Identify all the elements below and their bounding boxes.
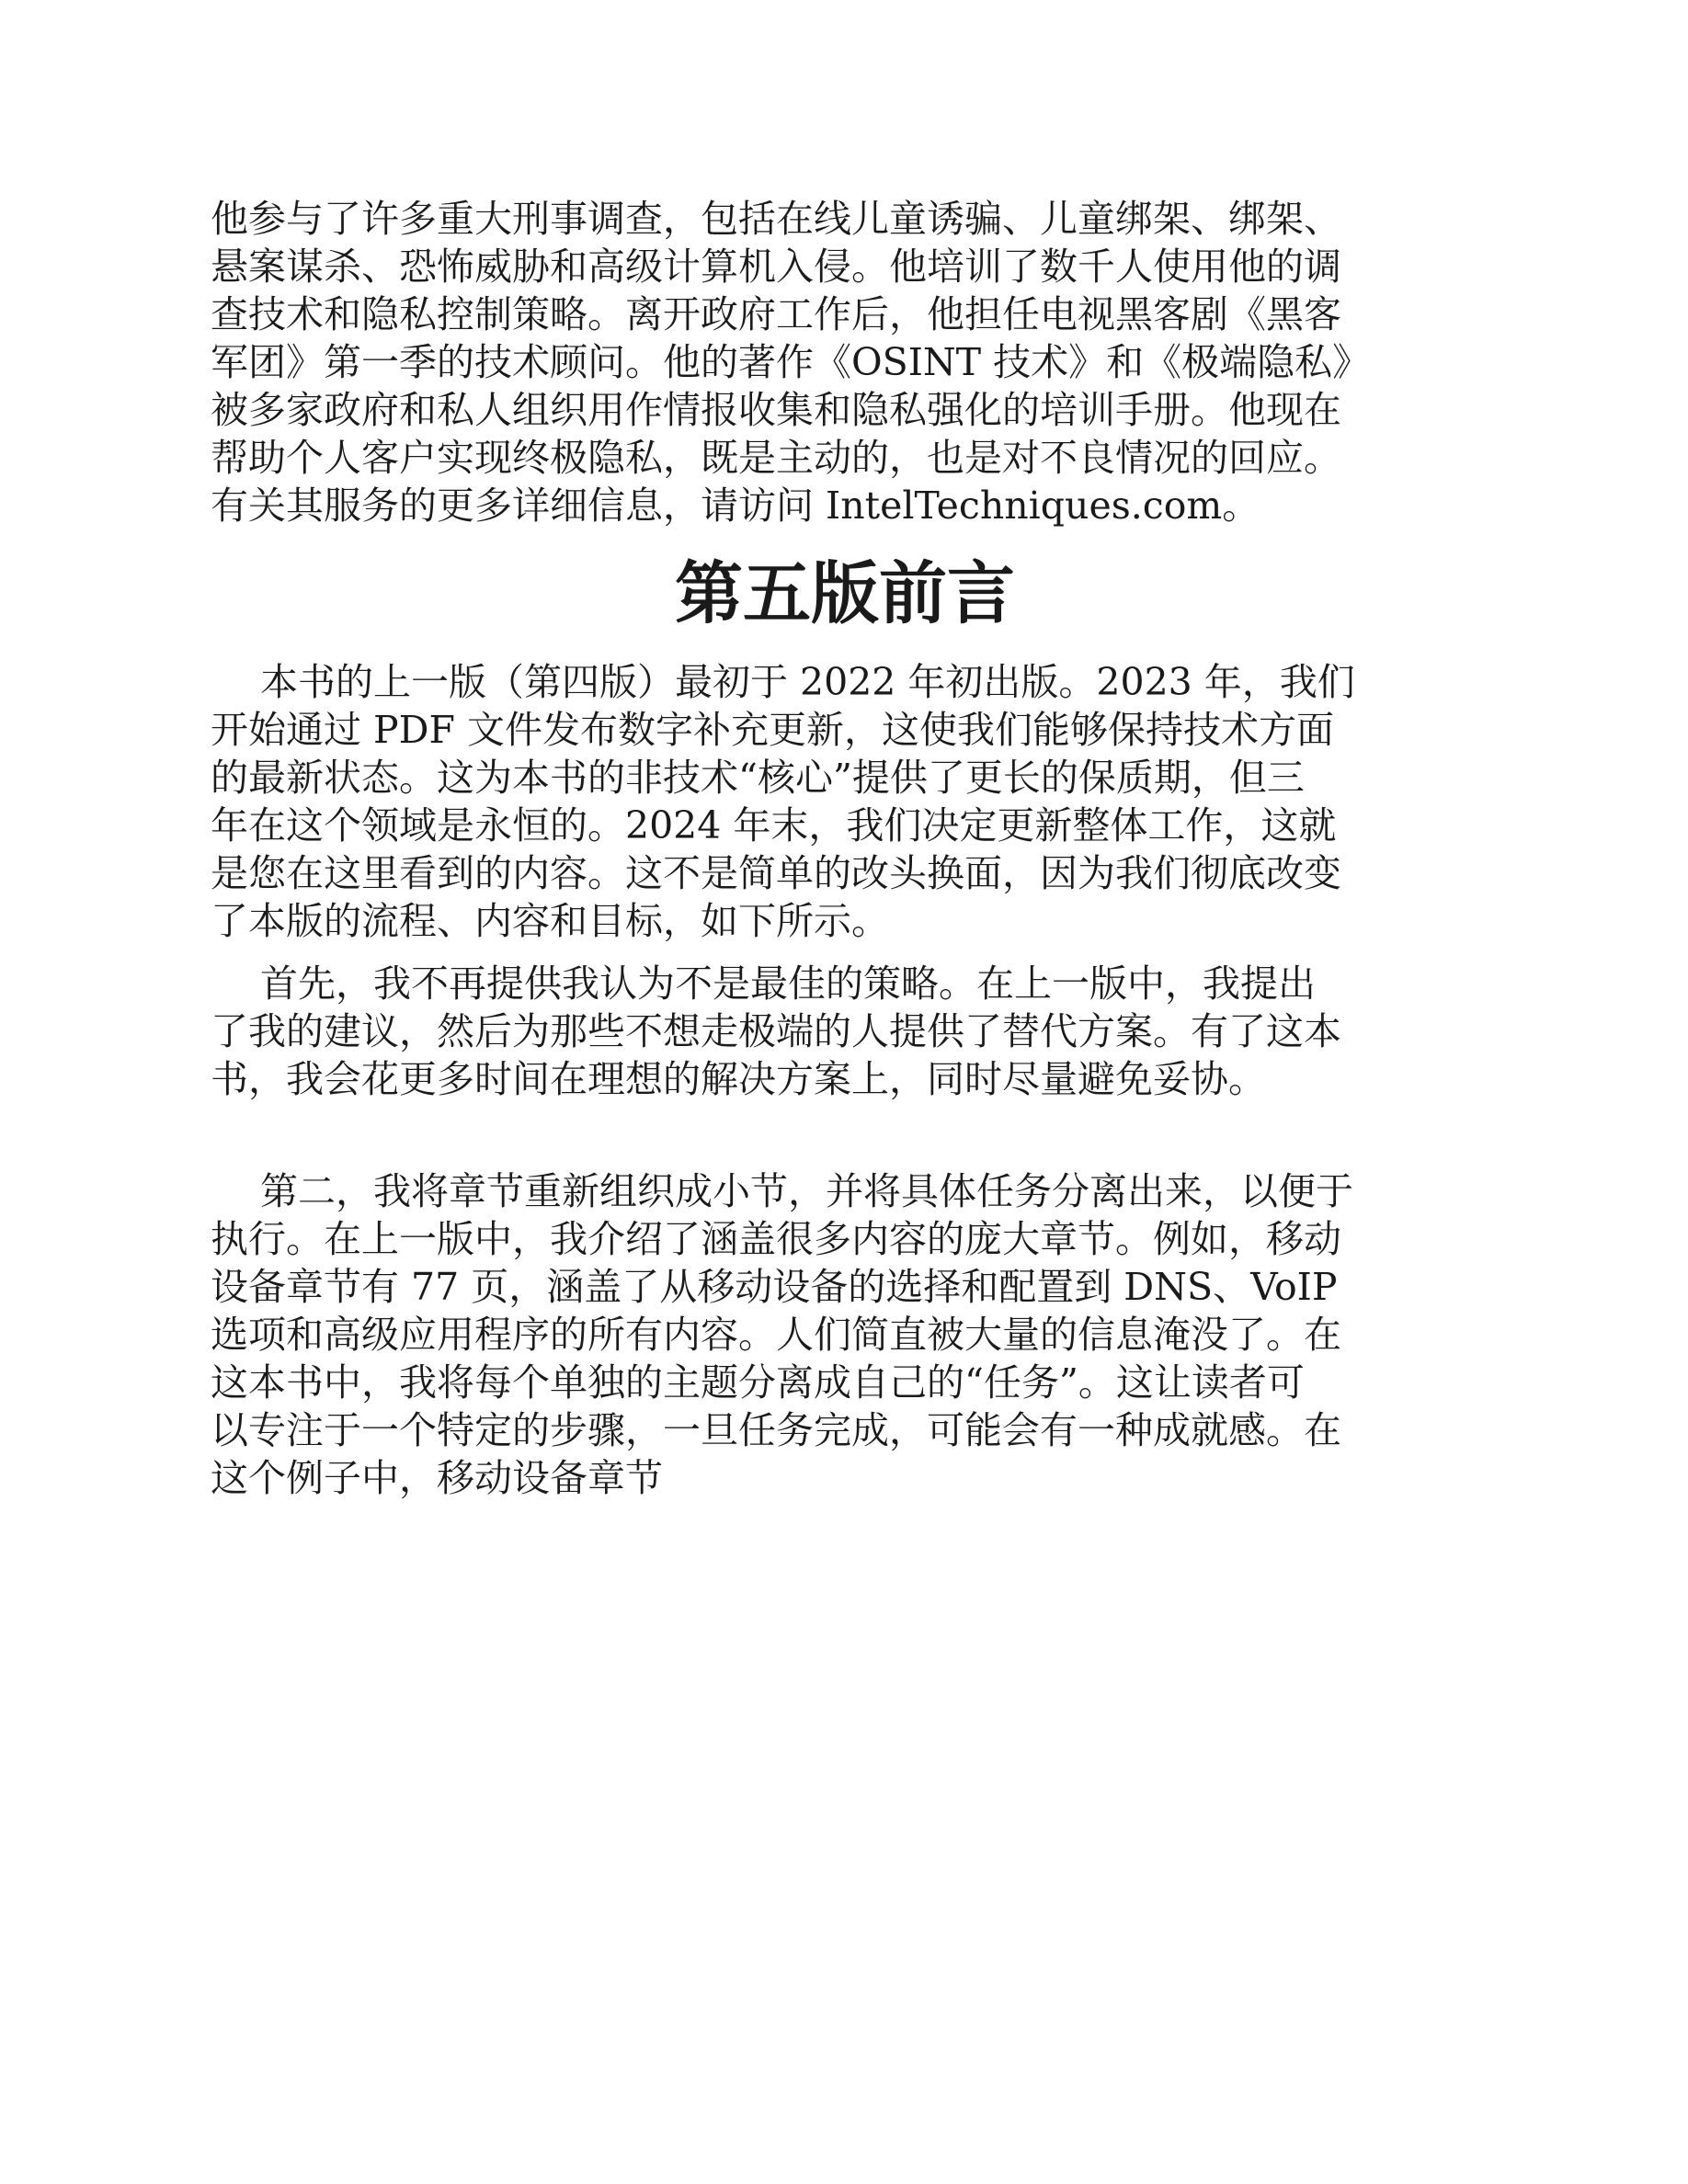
intro-line-7: 有关其服务的更多详细信息，请访问 IntelTechniques.com。 — [211, 483, 1260, 528]
paragraph-3-line-4: 选项和高级应用程序的所有内容。人们简直被大量的信息淹没了。在 — [211, 1313, 1341, 1357]
intro-paragraph — [211, 195, 1479, 529]
intro-line-1: 他参与了许多重大刑事调查，包括在线儿童诱骗、儿童绑架、绑架、 — [211, 197, 1341, 241]
paragraph-3-line-2: 执行。在上一版中，我介绍了涵盖很多内容的庞大章节。例如，移动 — [211, 1217, 1341, 1261]
intro-line-2: 悬案谋杀、恐怖威胁和高级计算机入侵。他培训了数千人使用他的调 — [211, 245, 1341, 289]
paragraph-1-line-5: 是您在这里看到的内容。这不是简单的改头换面，因为我们彻底改变 — [211, 851, 1341, 895]
paragraph-2 — [211, 960, 1479, 1103]
intro-line-6: 帮助个人客户实现终极隐私，既是主动的，也是对不良情况的回应。 — [211, 436, 1341, 480]
intro-line-3: 查技术和隐私控制策略。离开政府工作后，他担任电视黑客剧《黑客 — [211, 292, 1341, 336]
paragraph-3-line-5: 这本书中，我将每个单独的主题分离成自己的“任务”。这让读者可 — [211, 1360, 1305, 1405]
intro-line-4: 军团》第一季的技术顾问。他的著作《OSINT 技术》和《极端隐私》 — [211, 340, 1371, 384]
paragraph-1-line-3: 的最新状态。这为本书的非技术“核心”提供了更长的保质期，但三 — [211, 756, 1305, 800]
paragraph-1-line-1: 本书的上一版（第四版）最初于 2022 年初出版。2023 年，我们 — [260, 660, 1355, 704]
paragraph-1 — [211, 658, 1479, 945]
paragraph-1-line-2: 开始通过 PDF 文件发布数字补充更新，这使我们能够保持技术方面 — [211, 708, 1334, 752]
paragraph-3-line-1: 第二，我将章节重新组织成小节，并将具体任务分离出来，以便于 — [260, 1169, 1353, 1213]
paragraph-2-line-3: 书，我会花更多时间在理想的解决方案上，同时尽量避免妥协。 — [211, 1057, 1266, 1101]
paragraph-3-line-7: 这个例子中，移动设备章节 — [211, 1456, 663, 1500]
paragraph-3 — [211, 1167, 1479, 1502]
paragraph-3-line-6: 以专注于一个特定的步骤，一旦任务完成，可能会有一种成就感。在 — [211, 1408, 1341, 1452]
paragraph-2-line-1: 首先，我不再提供我认为不是最佳的策略。在上一版中，我提出 — [260, 961, 1316, 1006]
paragraph-2-line-2: 了我的建议，然后为那些不想走极端的人提供了替代方案。有了这本 — [211, 1009, 1341, 1053]
section-heading: 第五版前言 — [675, 554, 1015, 633]
paragraph-1-line-6: 了本版的流程、内容和目标，如下所示。 — [211, 899, 889, 943]
intro-line-5: 被多家政府和私人组织用作情报收集和隐私强化的培训手册。他现在 — [211, 388, 1341, 432]
paragraph-1-line-4: 年在这个领域是永恒的。2024 年末，我们决定更新整体工作，这就 — [211, 803, 1337, 847]
paragraph-3-line-3: 设备章节有 77 页，涵盖了从移动设备的选择和配置到 DNS、VoIP — [211, 1265, 1338, 1309]
